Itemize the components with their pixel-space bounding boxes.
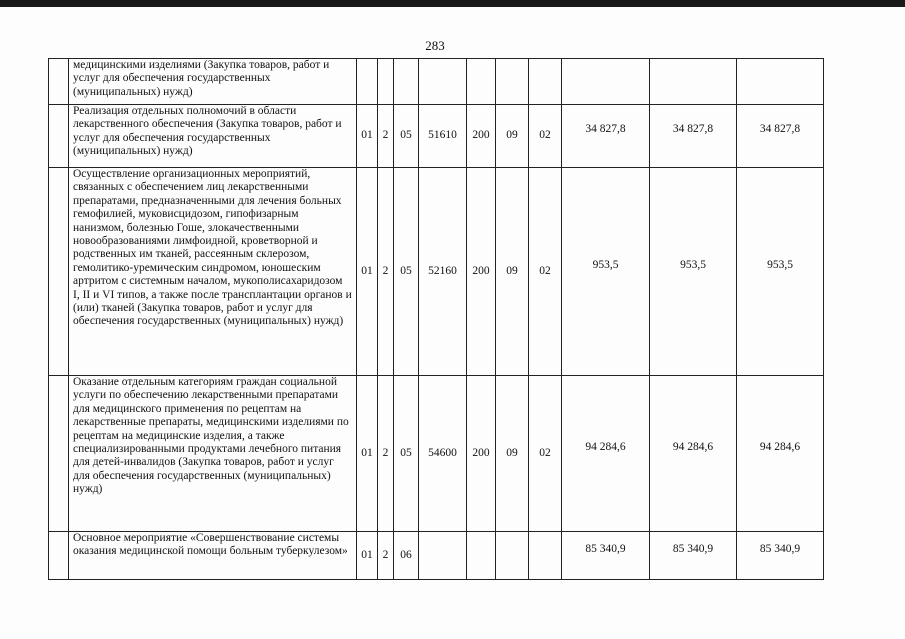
amount-cell: [562, 59, 650, 105]
table-row: [49, 532, 824, 580]
code-cell: 51610: [419, 105, 467, 168]
code-cell: [529, 532, 562, 580]
code-cell: [529, 59, 562, 105]
code-cell: 200: [467, 168, 496, 376]
amount-cell: [650, 59, 737, 105]
code-cell: [467, 532, 496, 580]
code-cell: 54600: [419, 376, 467, 532]
amount-cell: 94 284,6: [737, 376, 824, 532]
indent-cell: [49, 532, 69, 580]
row-description: Осуществление организационных мероприятий, связанных с обеспечением лиц лекарственными препаратами, предназначенными для лечения больных гемофилией, муковисцидозом, гипофизарным нанизмом, болезнью Гоше, злокачественными новообразованиями лимфоидной, кроветворной и родственных им тканей, рассеянным склерозом, гемолитико-уремическим синдромом, юношеским артритом с системным началом, мукополисахаридозом I, II и VI типов, а также после трансплантации органов и (или) тканей (Закупка товаров, работ и услуг для обеспечения государственных (муниципальных) нужд): [69, 168, 357, 376]
code-cell: 52160: [419, 168, 467, 376]
indent-cell: [49, 59, 69, 105]
code-cell: 01: [357, 168, 378, 376]
code-cell: 05: [394, 105, 419, 168]
table-row: [49, 59, 824, 105]
code-cell: 01: [357, 376, 378, 532]
code-cell: [496, 532, 529, 580]
indent-cell: [49, 376, 69, 532]
code-cell: [419, 59, 467, 105]
table-row: [49, 168, 824, 376]
amount-cell: 85 340,9: [737, 532, 824, 580]
code-cell: [357, 59, 378, 105]
amount-cell: 85 340,9: [650, 532, 737, 580]
table-row: [49, 105, 824, 168]
amount-cell: 94 284,6: [650, 376, 737, 532]
code-cell: [419, 532, 467, 580]
indent-cell: [49, 168, 69, 376]
row-description: Реализация отдельных полномочий в области лекарственного обеспечения (Закупка товаров, работ и услуг для обеспечения государственных (муниципальных) нужд): [69, 105, 357, 168]
row-description: Основное мероприятие «Совершенствование системы оказания медицинской помощи больным туберкулезом»: [69, 532, 357, 580]
code-cell: 2: [378, 168, 394, 376]
code-cell: 06: [394, 532, 419, 580]
code-cell: 2: [378, 532, 394, 580]
amount-cell: 953,5: [650, 168, 737, 376]
code-cell: [378, 59, 394, 105]
amount-cell: 34 827,8: [737, 105, 824, 168]
code-cell: 05: [394, 376, 419, 532]
code-cell: 01: [357, 532, 378, 580]
code-cell: 01: [357, 105, 378, 168]
code-cell: [394, 59, 419, 105]
code-cell: 02: [529, 168, 562, 376]
code-cell: 09: [496, 105, 529, 168]
code-cell: 05: [394, 168, 419, 376]
row-description: Оказание отдельным категориям граждан социальной услуги по обеспечению лекарственными препаратами для медицинского применения по рецептам на лекарственные препараты, медицинскими изделиями по рецептам на медицинские изделия, а также специализированными продуктами лечебного питания для детей-инвалидов (Закупка товаров, работ и услуг для обеспечения государственных (муниципальных) нужд): [69, 376, 357, 532]
table-row: [49, 376, 824, 532]
amount-cell: 953,5: [562, 168, 650, 376]
code-cell: [467, 59, 496, 105]
row-description: медицинскими изделиями (Закупка товаров, работ и услуг для обеспечения государственных (муниципальных) нужд): [69, 59, 357, 105]
amount-cell: 94 284,6: [562, 376, 650, 532]
budget-table: [48, 58, 824, 580]
page-number: 283: [425, 38, 445, 53]
code-cell: 02: [529, 105, 562, 168]
code-cell: 200: [467, 105, 496, 168]
code-cell: 02: [529, 376, 562, 532]
code-cell: [496, 59, 529, 105]
amount-cell: 34 827,8: [650, 105, 737, 168]
code-cell: 2: [378, 376, 394, 532]
amount-cell: [737, 59, 824, 105]
code-cell: 09: [496, 168, 529, 376]
amount-cell: 953,5: [737, 168, 824, 376]
scan-top-edge: [0, 0, 905, 7]
code-cell: 200: [467, 376, 496, 532]
code-cell: 09: [496, 376, 529, 532]
amount-cell: 34 827,8: [562, 105, 650, 168]
amount-cell: 85 340,9: [562, 532, 650, 580]
indent-cell: [49, 105, 69, 168]
code-cell: 2: [378, 105, 394, 168]
